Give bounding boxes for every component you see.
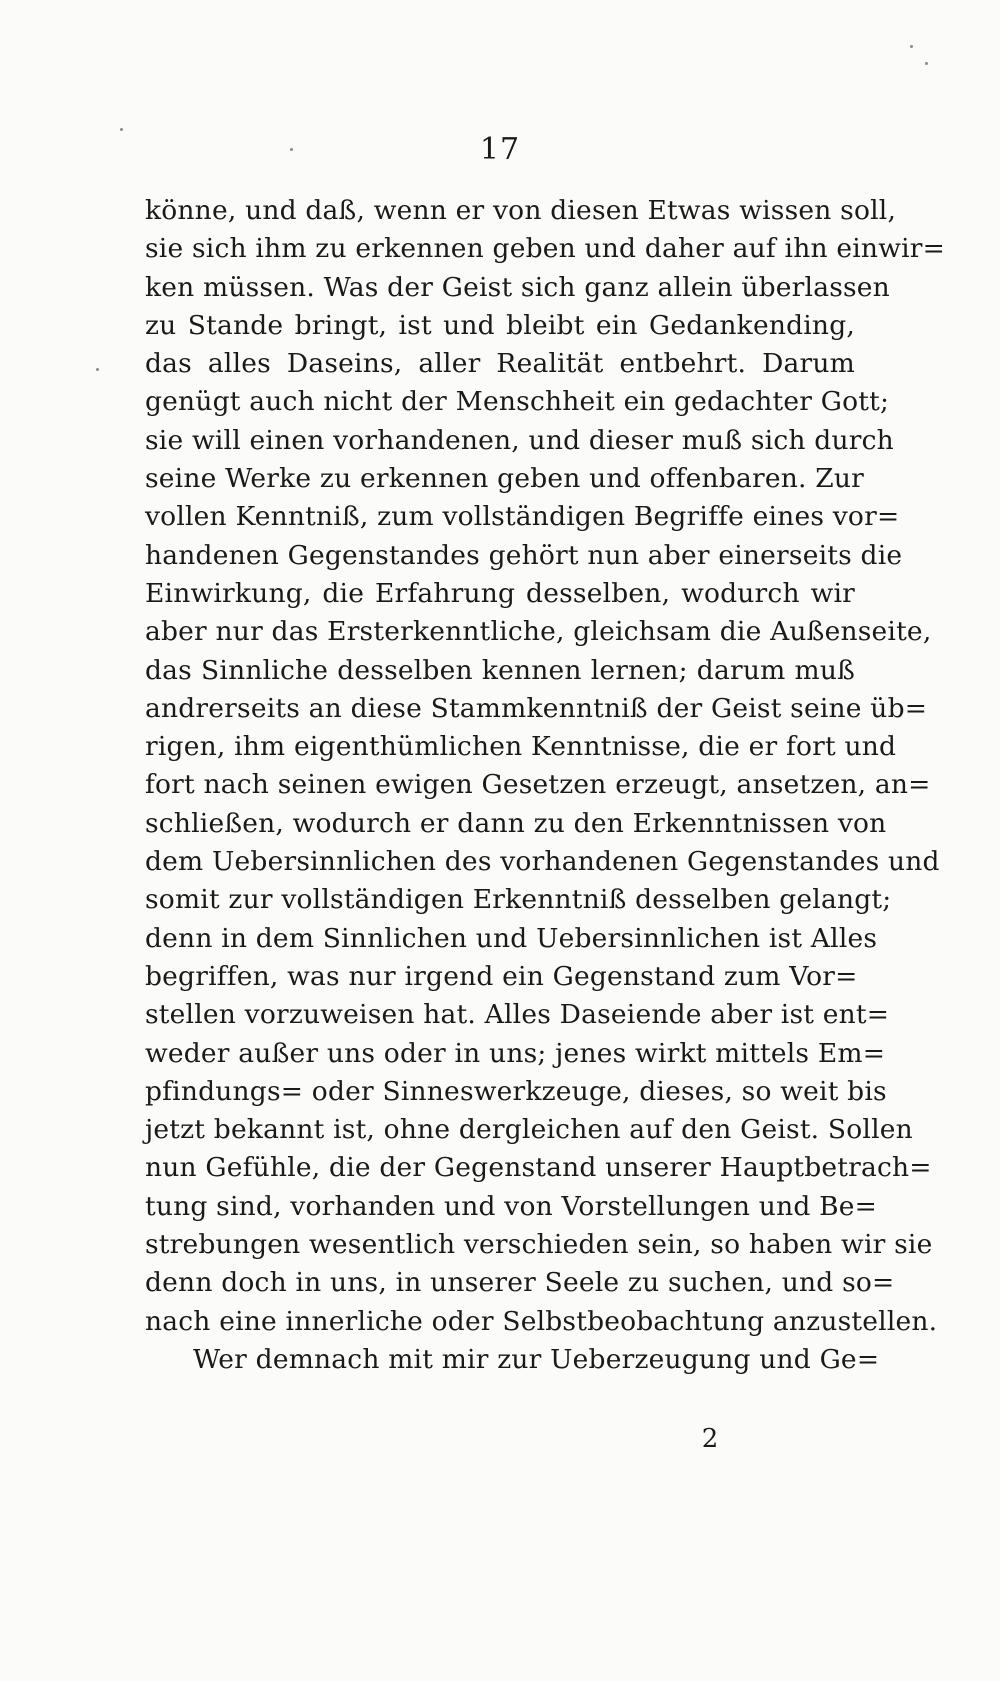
text-line: jetzt bekannt ist, ohne dergleichen auf den Geist. Sollen bbox=[145, 1114, 913, 1146]
text-line: nun Gefühle, die der Gegenstand unserer Hauptbetrach= bbox=[145, 1152, 932, 1184]
text-line: aber nur das Ersterkenntliche, gleichsam die Außenseite, bbox=[145, 616, 932, 648]
text-line: tung sind, vorhanden und von Vorstellungen und Be= bbox=[145, 1190, 878, 1222]
paragraph-start-line: Wer demnach mit mir zur Ueberzeugung und Ge= bbox=[193, 1343, 880, 1375]
paper-speck bbox=[910, 45, 913, 48]
paper-speck bbox=[120, 128, 123, 131]
text-line: pfindungs= oder Sinneswerkzeuge, dieses, so weit bis bbox=[145, 1075, 887, 1107]
text-line: stellen vorzuweisen hat. Alles Daseiende aber ist ent= bbox=[145, 999, 890, 1031]
text-line: denn in dem Sinnlichen und Uebersinnlichen ist Alles bbox=[145, 922, 878, 954]
text-line: sie sich ihm zu erkennen geben und daher auf ihn einwir= bbox=[145, 233, 946, 265]
page-number: 17 bbox=[479, 132, 521, 167]
text-line: das Sinnliche desselben kennen lernen; darum muß bbox=[145, 654, 855, 686]
text-line: andrerseits an diese Stammkenntniß der Geist seine üb= bbox=[145, 692, 928, 724]
text-line: strebungen wesentlich verschieden sein, so haben wir sie bbox=[145, 1229, 933, 1261]
paper-speck bbox=[96, 368, 99, 371]
text-line: das alles Daseins, aller Realität entbehrt. Darum bbox=[145, 348, 855, 380]
signature-mark: 2 bbox=[701, 1424, 719, 1454]
text-line: rigen, ihm eigenthümlichen Kenntnisse, die er fort und bbox=[145, 731, 897, 763]
paper-speck bbox=[290, 148, 293, 151]
text-line: genügt auch nicht der Menschheit ein gedachter Gott; bbox=[145, 386, 890, 418]
text-line: handenen Gegenstandes gehört nun aber einerseits die bbox=[145, 539, 903, 571]
text-line: Einwirkung, die Erfahrung desselben, wodurch wir bbox=[145, 577, 855, 609]
text-line: könne, und daß, wenn er von diesen Etwas wissen soll, bbox=[145, 195, 897, 226]
text-line: schließen, wodurch er dann zu den Erkenntnissen von bbox=[145, 807, 887, 839]
text-line: vollen Kenntniß, zum vollständigen Begriffe eines vor= bbox=[145, 501, 900, 533]
text-line: weder außer uns oder in uns; jenes wirkt mittels Em= bbox=[145, 1037, 886, 1069]
paper-speck bbox=[925, 62, 928, 65]
text-line: somit zur vollständigen Erkenntniß desselben gelangt; bbox=[145, 884, 892, 916]
text-line: zu Stande bringt, ist und bleibt ein Gedankending, bbox=[145, 309, 855, 341]
text-line: begriffen, was nur irgend ein Gegenstand zum Vor= bbox=[145, 960, 858, 992]
text-line: fort nach seinen ewigen Gesetzen erzeugt, ansetzen, an= bbox=[145, 769, 931, 801]
text-line: seine Werke zu erkennen geben und offenbaren. Zur bbox=[145, 463, 864, 495]
text-line: ken müssen. Was der Geist sich ganz allein überlassen bbox=[145, 271, 890, 303]
text-line: dem Uebersinnlichen des vorhandenen Gegenstandes und bbox=[145, 846, 940, 878]
text-line: sie will einen vorhandenen, und dieser muß sich durch bbox=[145, 424, 894, 456]
body-text bbox=[145, 192, 946, 1379]
paragraph-end-line: nach eine innerliche oder Selbstbeobachtung anzustellen. bbox=[145, 1305, 938, 1337]
text-line: denn doch in uns, in unserer Seele zu suchen, und so= bbox=[145, 1267, 895, 1299]
